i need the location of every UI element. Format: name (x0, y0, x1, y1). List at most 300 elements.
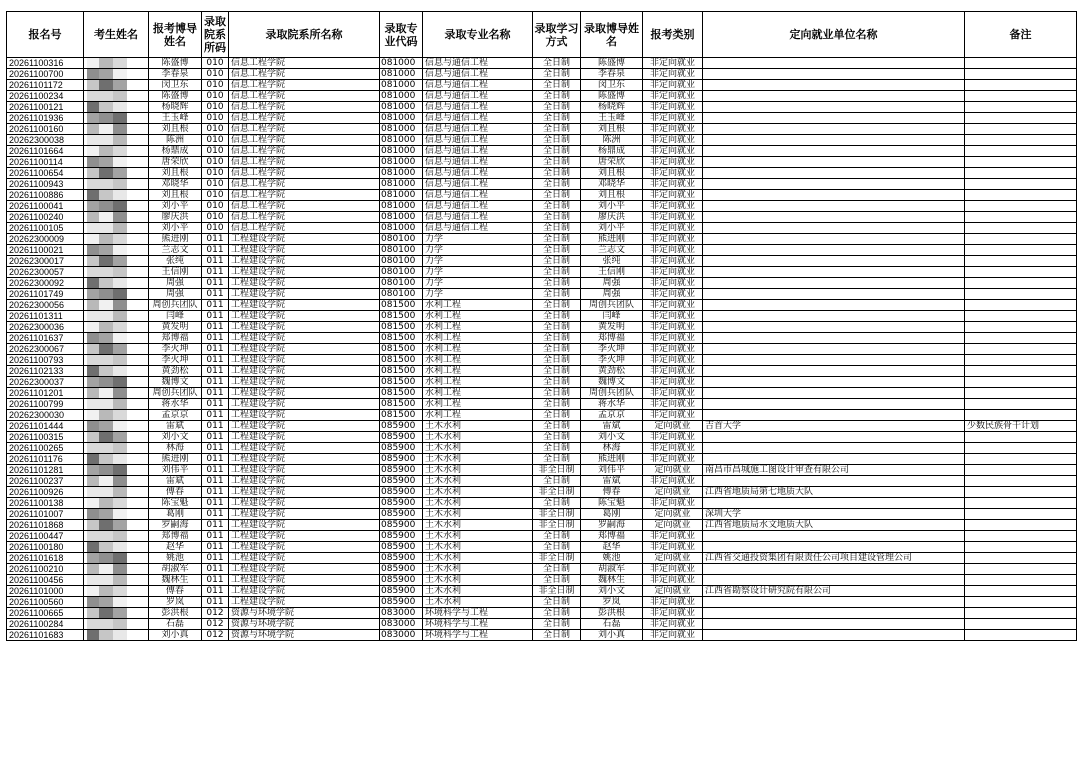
employer-cell (703, 157, 965, 168)
major-name-cell: 力学 (423, 289, 533, 300)
category-cell: 非定向就业 (643, 311, 703, 322)
redacted-name-block (87, 234, 127, 244)
category-cell: 非定向就业 (643, 443, 703, 454)
category-cell: 非定向就业 (643, 542, 703, 553)
remarks-cell (965, 223, 1077, 234)
employer-cell (703, 245, 965, 256)
major-name-cell: 土木水利 (423, 476, 533, 487)
major-name-cell: 信息与通信工程 (423, 201, 533, 212)
study-mode-cell: 全日制 (533, 542, 581, 553)
remarks-cell (965, 586, 1077, 597)
candidate-name-cell (84, 542, 149, 553)
dept-code-cell: 011 (202, 553, 229, 564)
redacted-name-block (87, 102, 127, 112)
admitted-supervisor-cell: 陈盛博 (581, 58, 643, 69)
dept-name-cell: 信息工程学院 (229, 124, 380, 135)
major-name-cell: 水利工程 (423, 311, 533, 322)
major-code-cell: 081000 (380, 58, 423, 69)
candidate-name-cell (84, 432, 149, 443)
study-mode-cell: 全日制 (533, 234, 581, 245)
redacted-name-block (87, 553, 127, 563)
major-name-cell: 信息与通信工程 (423, 168, 533, 179)
study-mode-cell: 全日制 (533, 124, 581, 135)
candidate-name-cell (84, 597, 149, 608)
major-name-cell: 信息与通信工程 (423, 146, 533, 157)
dept-name-cell: 工程建设学院 (229, 553, 380, 564)
redacted-name-block (87, 410, 127, 420)
applied-supervisor-cell: 熊进刚 (149, 454, 202, 465)
candidate-name-cell (84, 377, 149, 388)
enroll-no-cell: 20262300067 (7, 344, 84, 355)
header-dept-code: 录取院系所码 (202, 12, 229, 58)
redacted-name-block (87, 157, 127, 167)
dept-code-cell: 011 (202, 344, 229, 355)
admitted-supervisor-cell: 蒋水华 (581, 399, 643, 410)
enroll-no-cell: 20262300030 (7, 410, 84, 421)
redacted-name-block (87, 124, 127, 134)
redacted-name-block (87, 597, 127, 607)
admitted-supervisor-cell: 王玉峰 (581, 113, 643, 124)
header-major-name: 录取专业名称 (423, 12, 533, 58)
candidate-name-cell (84, 498, 149, 509)
remarks-cell (965, 454, 1077, 465)
category-cell: 非定向就业 (643, 289, 703, 300)
remarks-cell (965, 190, 1077, 201)
admitted-supervisor-cell: 罗嗣海 (581, 520, 643, 531)
applied-supervisor-cell: 周强 (149, 278, 202, 289)
candidate-name-cell (84, 586, 149, 597)
remarks-cell (965, 168, 1077, 179)
remarks-cell (965, 245, 1077, 256)
employer-cell (703, 146, 965, 157)
table-row (7, 399, 1077, 410)
applied-supervisor-cell: 雷斌 (149, 421, 202, 432)
admitted-supervisor-cell: 李春泉 (581, 69, 643, 80)
admitted-supervisor-cell: 刘且根 (581, 168, 643, 179)
table-row (7, 179, 1077, 190)
major-code-cell: 085900 (380, 531, 423, 542)
enroll-no-cell: 20261100234 (7, 91, 84, 102)
study-mode-cell: 非全日制 (533, 465, 581, 476)
admitted-supervisor-cell: 李火坤 (581, 344, 643, 355)
redacted-name-block (87, 146, 127, 156)
category-cell: 非定向就业 (643, 190, 703, 201)
dept-name-cell: 工程建设学院 (229, 300, 380, 311)
major-name-cell: 土木水利 (423, 542, 533, 553)
major-code-cell: 080100 (380, 278, 423, 289)
major-name-cell: 信息与通信工程 (423, 157, 533, 168)
dept-code-cell: 011 (202, 564, 229, 575)
dept-code-cell: 011 (202, 256, 229, 267)
remarks-cell (965, 157, 1077, 168)
major-code-cell: 081000 (380, 146, 423, 157)
remarks-cell: 少数民族骨干计划 (965, 421, 1077, 432)
redacted-name-block (87, 135, 127, 145)
admitted-supervisor-cell: 林海 (581, 443, 643, 454)
major-code-cell: 083000 (380, 608, 423, 619)
study-mode-cell: 全日制 (533, 311, 581, 322)
study-mode-cell: 全日制 (533, 300, 581, 311)
admitted-supervisor-cell: 刘小文 (581, 432, 643, 443)
dept-code-cell: 011 (202, 465, 229, 476)
major-code-cell: 081500 (380, 399, 423, 410)
major-name-cell: 土木水利 (423, 465, 533, 476)
header-applied-supervisor: 报考博导姓名 (149, 12, 202, 58)
enroll-no-cell: 20261101172 (7, 80, 84, 91)
major-code-cell: 081000 (380, 124, 423, 135)
study-mode-cell: 全日制 (533, 201, 581, 212)
employer-cell (703, 267, 965, 278)
major-name-cell: 信息与通信工程 (423, 80, 533, 91)
table-row (7, 520, 1077, 531)
employer-cell (703, 256, 965, 267)
admitted-supervisor-cell: 陈宝魁 (581, 498, 643, 509)
category-cell: 定向就业 (643, 509, 703, 520)
study-mode-cell: 非全日制 (533, 520, 581, 531)
admitted-supervisor-cell: 邓晓华 (581, 179, 643, 190)
applied-supervisor-cell: 杨鼎成 (149, 146, 202, 157)
table-row (7, 597, 1077, 608)
admitted-supervisor-cell: 兰志文 (581, 245, 643, 256)
dept-name-cell: 信息工程学院 (229, 190, 380, 201)
remarks-cell (965, 344, 1077, 355)
employer-cell (703, 454, 965, 465)
table-row (7, 146, 1077, 157)
table-row (7, 58, 1077, 69)
table-row (7, 531, 1077, 542)
major-name-cell: 水利工程 (423, 388, 533, 399)
dept-code-cell: 010 (202, 113, 229, 124)
major-name-cell: 信息与通信工程 (423, 190, 533, 201)
dept-code-cell: 010 (202, 146, 229, 157)
applied-supervisor-cell: 魏博文 (149, 377, 202, 388)
employer-cell (703, 630, 965, 641)
study-mode-cell: 非全日制 (533, 553, 581, 564)
employer-cell (703, 366, 965, 377)
dept-name-cell: 信息工程学院 (229, 157, 380, 168)
major-code-cell: 083000 (380, 619, 423, 630)
remarks-cell (965, 531, 1077, 542)
dept-code-cell: 010 (202, 91, 229, 102)
dept-name-cell: 工程建设学院 (229, 421, 380, 432)
table-row (7, 388, 1077, 399)
redacted-name-block (87, 465, 127, 475)
dept-name-cell: 工程建设学院 (229, 388, 380, 399)
redacted-name-block (87, 212, 127, 222)
applied-supervisor-cell: 赵华 (149, 542, 202, 553)
dept-code-cell: 010 (202, 102, 229, 113)
table-row (7, 454, 1077, 465)
candidate-name-cell (84, 58, 149, 69)
enroll-no-cell: 20261100700 (7, 69, 84, 80)
study-mode-cell: 全日制 (533, 333, 581, 344)
major-name-cell: 水利工程 (423, 355, 533, 366)
study-mode-cell: 全日制 (533, 289, 581, 300)
enroll-no-cell: 20261101311 (7, 311, 84, 322)
table-row (7, 124, 1077, 135)
employer-cell: 吉首大学 (703, 421, 965, 432)
dept-name-cell: 工程建设学院 (229, 278, 380, 289)
remarks-cell (965, 355, 1077, 366)
remarks-cell (965, 113, 1077, 124)
study-mode-cell: 全日制 (533, 80, 581, 91)
study-mode-cell: 全日制 (533, 69, 581, 80)
candidate-name-cell (84, 344, 149, 355)
category-cell: 定向就业 (643, 487, 703, 498)
applied-supervisor-cell: 陈盛博 (149, 91, 202, 102)
study-mode-cell: 全日制 (533, 179, 581, 190)
candidate-name-cell (84, 91, 149, 102)
employer-cell (703, 91, 965, 102)
dept-name-cell: 工程建设学院 (229, 355, 380, 366)
remarks-cell (965, 366, 1077, 377)
study-mode-cell: 全日制 (533, 619, 581, 630)
major-name-cell: 土木水利 (423, 586, 533, 597)
study-mode-cell: 全日制 (533, 146, 581, 157)
candidate-name-cell (84, 531, 149, 542)
employer-cell (703, 201, 965, 212)
table-row (7, 619, 1077, 630)
employer-cell (703, 289, 965, 300)
table-row (7, 608, 1077, 619)
dept-name-cell: 信息工程学院 (229, 113, 380, 124)
dept-name-cell: 信息工程学院 (229, 135, 380, 146)
dept-name-cell: 工程建设学院 (229, 597, 380, 608)
study-mode-cell: 全日制 (533, 58, 581, 69)
enroll-no-cell: 20262300017 (7, 256, 84, 267)
remarks-cell (965, 333, 1077, 344)
major-code-cell: 085900 (380, 454, 423, 465)
admitted-supervisor-cell: 熊进刚 (581, 234, 643, 245)
category-cell: 非定向就业 (643, 564, 703, 575)
table-row (7, 476, 1077, 487)
major-code-cell: 080100 (380, 267, 423, 278)
redacted-name-block (87, 333, 127, 343)
applied-supervisor-cell: 周强 (149, 289, 202, 300)
dept-code-cell: 012 (202, 608, 229, 619)
admitted-supervisor-cell: 杨晓辉 (581, 102, 643, 113)
dept-name-cell: 工程建设学院 (229, 256, 380, 267)
study-mode-cell: 全日制 (533, 157, 581, 168)
dept-name-cell: 信息工程学院 (229, 179, 380, 190)
major-code-cell: 081000 (380, 179, 423, 190)
dept-code-cell: 011 (202, 520, 229, 531)
employer-cell (703, 377, 965, 388)
enroll-no-cell: 20261100886 (7, 190, 84, 201)
enroll-no-cell: 20261101664 (7, 146, 84, 157)
employer-cell (703, 575, 965, 586)
category-cell: 非定向就业 (643, 102, 703, 113)
category-cell: 非定向就业 (643, 113, 703, 124)
dept-code-cell: 011 (202, 454, 229, 465)
dept-name-cell: 工程建设学院 (229, 322, 380, 333)
enroll-no-cell: 20261100240 (7, 212, 84, 223)
dept-name-cell: 工程建设学院 (229, 377, 380, 388)
employer-cell (703, 278, 965, 289)
remarks-cell (965, 399, 1077, 410)
employer-cell (703, 124, 965, 135)
admitted-supervisor-cell: 赵华 (581, 542, 643, 553)
dept-name-cell: 工程建设学院 (229, 542, 380, 553)
dept-code-cell: 011 (202, 597, 229, 608)
admitted-supervisor-cell: 周强 (581, 289, 643, 300)
major-name-cell: 力学 (423, 245, 533, 256)
study-mode-cell: 全日制 (533, 498, 581, 509)
major-code-cell: 085900 (380, 520, 423, 531)
admitted-supervisor-cell: 周创兵团队 (581, 388, 643, 399)
major-name-cell: 信息与通信工程 (423, 102, 533, 113)
employer-cell (703, 564, 965, 575)
major-name-cell: 土木水利 (423, 421, 533, 432)
category-cell: 非定向就业 (643, 146, 703, 157)
major-name-cell: 力学 (423, 234, 533, 245)
employer-cell (703, 179, 965, 190)
enroll-no-cell: 20261100793 (7, 355, 84, 366)
study-mode-cell: 全日制 (533, 377, 581, 388)
major-code-cell: 080100 (380, 234, 423, 245)
redacted-name-block (87, 355, 127, 365)
enroll-no-cell: 20261101281 (7, 465, 84, 476)
remarks-cell (965, 619, 1077, 630)
major-code-cell: 081000 (380, 212, 423, 223)
admitted-supervisor-cell: 刘且根 (581, 124, 643, 135)
major-name-cell: 水利工程 (423, 410, 533, 421)
category-cell: 非定向就业 (643, 223, 703, 234)
dept-code-cell: 011 (202, 498, 229, 509)
major-code-cell: 081500 (380, 322, 423, 333)
enroll-no-cell: 20261101000 (7, 586, 84, 597)
category-cell: 非定向就业 (643, 91, 703, 102)
redacted-name-block (87, 377, 127, 387)
study-mode-cell: 全日制 (533, 223, 581, 234)
admitted-supervisor-cell: 郑博福 (581, 333, 643, 344)
applied-supervisor-cell: 王信刚 (149, 267, 202, 278)
major-name-cell: 土木水利 (423, 498, 533, 509)
remarks-cell (965, 487, 1077, 498)
dept-code-cell: 010 (202, 190, 229, 201)
redacted-name-block (87, 366, 127, 376)
dept-code-cell: 010 (202, 135, 229, 146)
table-row (7, 443, 1077, 454)
applied-supervisor-cell: 傅春 (149, 586, 202, 597)
table-row (7, 234, 1077, 245)
employer-cell (703, 476, 965, 487)
header-remarks: 备注 (965, 12, 1077, 58)
header-enroll-no: 报名号 (7, 12, 84, 58)
category-cell: 非定向就业 (643, 377, 703, 388)
table-body (7, 58, 1077, 641)
candidate-name-cell (84, 465, 149, 476)
study-mode-cell: 全日制 (533, 531, 581, 542)
remarks-cell (965, 146, 1077, 157)
employer-cell (703, 58, 965, 69)
employer-cell (703, 168, 965, 179)
study-mode-cell: 全日制 (533, 476, 581, 487)
admitted-supervisor-cell: 彭洪根 (581, 608, 643, 619)
table-row (7, 432, 1077, 443)
table-row (7, 267, 1077, 278)
redacted-name-block (87, 564, 127, 574)
dept-code-cell: 012 (202, 630, 229, 641)
dept-code-cell: 011 (202, 476, 229, 487)
admitted-supervisor-cell: 黄劲松 (581, 366, 643, 377)
remarks-cell (965, 322, 1077, 333)
candidate-name-cell (84, 234, 149, 245)
dept-code-cell: 011 (202, 278, 229, 289)
table-row (7, 69, 1077, 80)
category-cell: 非定向就业 (643, 168, 703, 179)
redacted-name-block (87, 91, 127, 101)
table-row (7, 223, 1077, 234)
admitted-supervisor-cell: 杨鼎成 (581, 146, 643, 157)
remarks-cell (965, 564, 1077, 575)
applied-supervisor-cell: 刘小平 (149, 201, 202, 212)
category-cell: 非定向就业 (643, 69, 703, 80)
category-cell: 非定向就业 (643, 366, 703, 377)
admitted-supervisor-cell: 周强 (581, 278, 643, 289)
major-code-cell: 080100 (380, 245, 423, 256)
applied-supervisor-cell: 张纯 (149, 256, 202, 267)
table-row (7, 344, 1077, 355)
category-cell: 非定向就业 (643, 619, 703, 630)
redacted-name-block (87, 432, 127, 442)
enroll-no-cell: 20261100180 (7, 542, 84, 553)
dept-code-cell: 011 (202, 575, 229, 586)
enroll-no-cell: 20261100447 (7, 531, 84, 542)
candidate-name-cell (84, 135, 149, 146)
employer-cell: 江西省交通投资集团有限责任公司项目建设管理公司 (703, 553, 965, 564)
study-mode-cell: 全日制 (533, 344, 581, 355)
major-code-cell: 081000 (380, 69, 423, 80)
admitted-supervisor-cell: 黄发明 (581, 322, 643, 333)
employer-cell (703, 399, 965, 410)
category-cell: 非定向就业 (643, 608, 703, 619)
study-mode-cell: 全日制 (533, 102, 581, 113)
candidate-name-cell (84, 553, 149, 564)
dept-code-cell: 010 (202, 157, 229, 168)
header-major-code: 录取专业代码 (380, 12, 423, 58)
employer-cell (703, 608, 965, 619)
category-cell: 非定向就业 (643, 278, 703, 289)
major-code-cell: 081000 (380, 113, 423, 124)
category-cell: 非定向就业 (643, 179, 703, 190)
dept-name-cell: 工程建设学院 (229, 531, 380, 542)
table-row (7, 113, 1077, 124)
remarks-cell (965, 135, 1077, 146)
category-cell: 非定向就业 (643, 322, 703, 333)
table-row (7, 355, 1077, 366)
remarks-cell (965, 597, 1077, 608)
employer-cell (703, 113, 965, 124)
admitted-supervisor-cell: 罗岚 (581, 597, 643, 608)
remarks-cell (965, 212, 1077, 223)
applied-supervisor-cell: 姚池 (149, 553, 202, 564)
major-code-cell: 081500 (380, 366, 423, 377)
employer-cell (703, 432, 965, 443)
applied-supervisor-cell: 郑博福 (149, 333, 202, 344)
applied-supervisor-cell: 周创兵团队 (149, 300, 202, 311)
table-row (7, 168, 1077, 179)
redacted-name-block (87, 311, 127, 321)
major-name-cell: 土木水利 (423, 531, 533, 542)
remarks-cell (965, 476, 1077, 487)
table-row (7, 289, 1077, 300)
dept-code-cell: 011 (202, 542, 229, 553)
study-mode-cell: 全日制 (533, 190, 581, 201)
major-code-cell: 085900 (380, 575, 423, 586)
enroll-no-cell: 20262300057 (7, 267, 84, 278)
dept-code-cell: 010 (202, 201, 229, 212)
